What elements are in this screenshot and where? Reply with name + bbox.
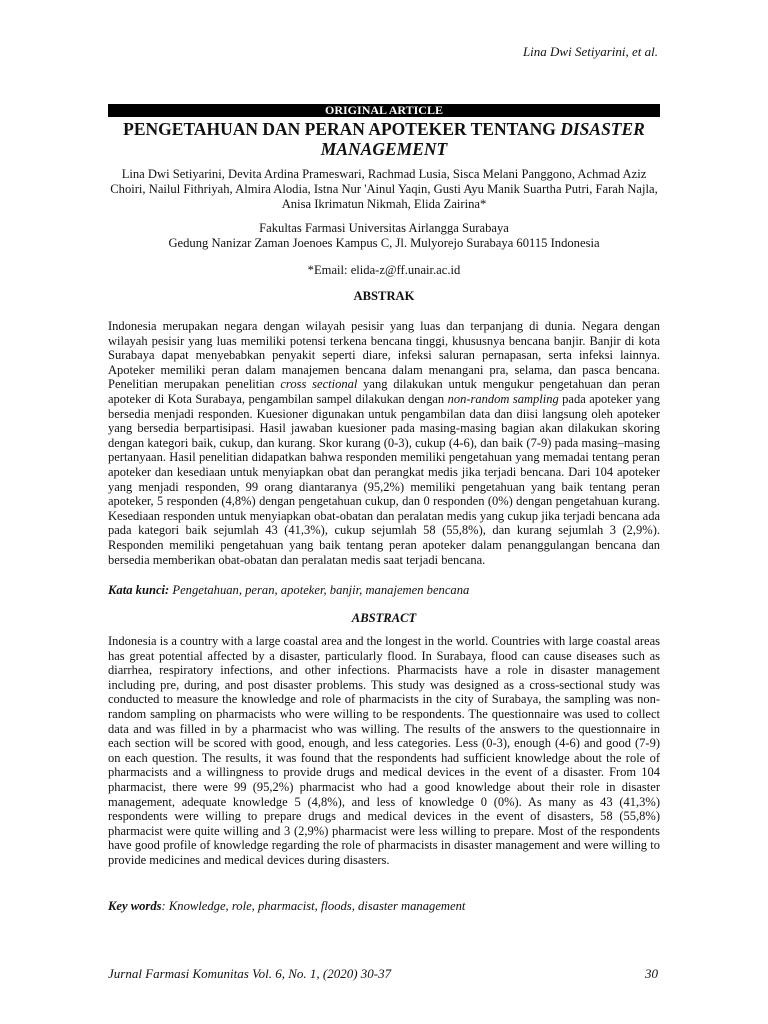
abstract-heading: ABSTRACT — [351, 611, 417, 625]
key-words-label: Key words — [108, 899, 162, 913]
affiliation-line-1: Fakultas Farmasi Universitas Airlangga Surabaya — [259, 221, 509, 235]
abstract-paragraph: Indonesia is a country with a large coastal area and the longest in the world. Countries with large coastal areas has great potential affected by a disaster, particularly flood. In Surabaya, flood can cause diseases such as diarrhea, respiratory infections, and other infections. Pharmacists have a role in disaster management including pre, during, and post disaster problems. This study was designed as a cross-sectional study was conducted to measure the knowledge and role of pharmacists in the city of Surabaya, the sampling was non-random sampling on pharmacists who were willing to be respondents. The questionnaire was used to collect data and was filled in by a pharmacist who was willing. The results of the answers to the questionnaire in each section will be scored with good, enough, and less categories. Less (0-3), enough (4-6) and good (7-9) on each question. The results, it was found that the respondents had sufficient knowledge about the role of pharmacists and a willingness to provide drugs and medical devices in the event of a disaster. From 104 pharmacist, there were 99 (95,2%) pharmacist who had a good knowledge about their role in disaster management, adequate knowledge 5 (4,8%), and less of knowledge 0 (0%). As many as 43 (41,3%) respondents were willing to prepare drugs and medical devices in the event of disasters, 58 (55,8%) pharmacist were quite willing and 3 (2,9%) pharmacist were less willing to prepare. Most of the respondents have good profile of knowledge regarding the role of pharmacists in disaster management and were willing to provide medicines and medical devices during disasters. — [108, 634, 660, 867]
author-list: Lina Dwi Setiyarini, Devita Ardina Prameswari, Rachmad Lusia, Sisca Melani Panggono, Achmad Aziz Choiri, Nailul Fithriyah, Almira Alodia, Istna Nur 'Ainul Yaqin, Gusti Ayu Manik Suartha Putri, Farah Najla, Anisa Ikrimatun Nikmah, Elida Zairina* — [110, 167, 658, 211]
journal-citation: Jurnal Farmasi Komunitas Vol. 6, No. 1, (2020) 30-37 — [108, 966, 392, 981]
kata-kunci-label: Kata kunci: — [108, 583, 170, 597]
affiliation — [108, 221, 660, 251]
abstrak-italic-2: non-random sampling — [447, 391, 559, 406]
title-italic: DISASTER MANAGEMENT — [320, 119, 645, 159]
kata-kunci-text: Pengetahuan, peran, apoteker, banjir, manajemen bencana — [169, 583, 470, 597]
article-title — [108, 119, 660, 159]
key-words — [108, 899, 660, 914]
article-type-banner: ORIGINAL ARTICLE — [108, 104, 660, 117]
abstrak-text-3: pada apoteker yang bersedia menjadi responden. Kuesioner digunakan untuk pengambilan data dan diisi langsung oleh apoteker yang bersedia berpartisipasi. Hasil jawaban kuesioner pada masing-masing bagian akan dilakukan skoring dengan kategori baik, cukup, dan kurang. Skor kurang (0-3), cukup (4-6), dan baik (7-9) pada masing–masing pertanyaan. Hasil penelitian didapatkan bahwa responden memiliki pengetahuan yang memadai tentang peran apoteker dan kesediaan untuk menyiapkan obat dan perangkat medis jika terjadi bencana. Dari 104 apoteker yang menjadi responden, 99 orang diantaranya (95,2%) memiliki pengetahuan yang baik tentang peran apoteker, 5 responden (4,8%) dengan pengetahuan cukup, dan 0 responden (0%) dengan pengetahuan kurang. Kesediaan responden untuk menyiapkan obat-obatan dan peralatan medis yang cukup jika terjadi bencana ada pada kategori baik sejumlah 43 (41,3%), cukup sejumlah 58 (55,8%), dan kurang sejumlah 3 (2,9%). Responden memiliki pengetahuan yang baik tentang peran apoteker dalam penanggulangan bencana dan bersedia memberikan obat-obatan dan peralatan medis saat terjadi bencana. — [108, 391, 660, 567]
abstrak-heading: ABSTRAK — [353, 289, 415, 303]
abstrak-italic-1: cross sectional — [280, 377, 358, 392]
key-words-text: : Knowledge, role, pharmacist, floods, disaster management — [161, 899, 466, 913]
abstrak-paragraph — [108, 319, 660, 567]
abstrak-text-2: yang dilakukan untuk mengukur pengetahuan dan peran apoteker di Kota Surabaya, pengambilan sampel dilakukan dengan — [108, 377, 661, 406]
affiliation-line-2: Gedung Nanizar Zaman Joenoes Kampus C, Jl. Mulyorejo Surabaya 60115 Indonesia — [168, 236, 600, 250]
title-plain: PENGETAHUAN DAN PERAN APOTEKER TENTANG — [123, 119, 561, 139]
page-number: 30 — [645, 966, 658, 981]
running-head: Lina Dwi Setiyarini, et al. — [522, 44, 658, 59]
corresponding-email: *Email: elida-z@ff.unair.ac.id — [307, 263, 461, 277]
abstrak-text-1: Indonesia merupakan negara dengan wilayah pesisir yang luas dan terpanjang di dunia. Negara dengan wilayah pesisir yang luas memiliki potensi terkena bencana tinggi, khususnya bencana banjir. Banjir di kota Surabaya dapat menyebabkan penyakit seperti diare, infeksi saluran pernapasan, serta infeksi lainnya. Apoteker memiliki peran dalam manajemen bencana dalam menangani pra, selama, dan pasca bencana. Penelitian merupakan penelitian — [108, 319, 660, 392]
kata-kunci — [108, 583, 660, 598]
